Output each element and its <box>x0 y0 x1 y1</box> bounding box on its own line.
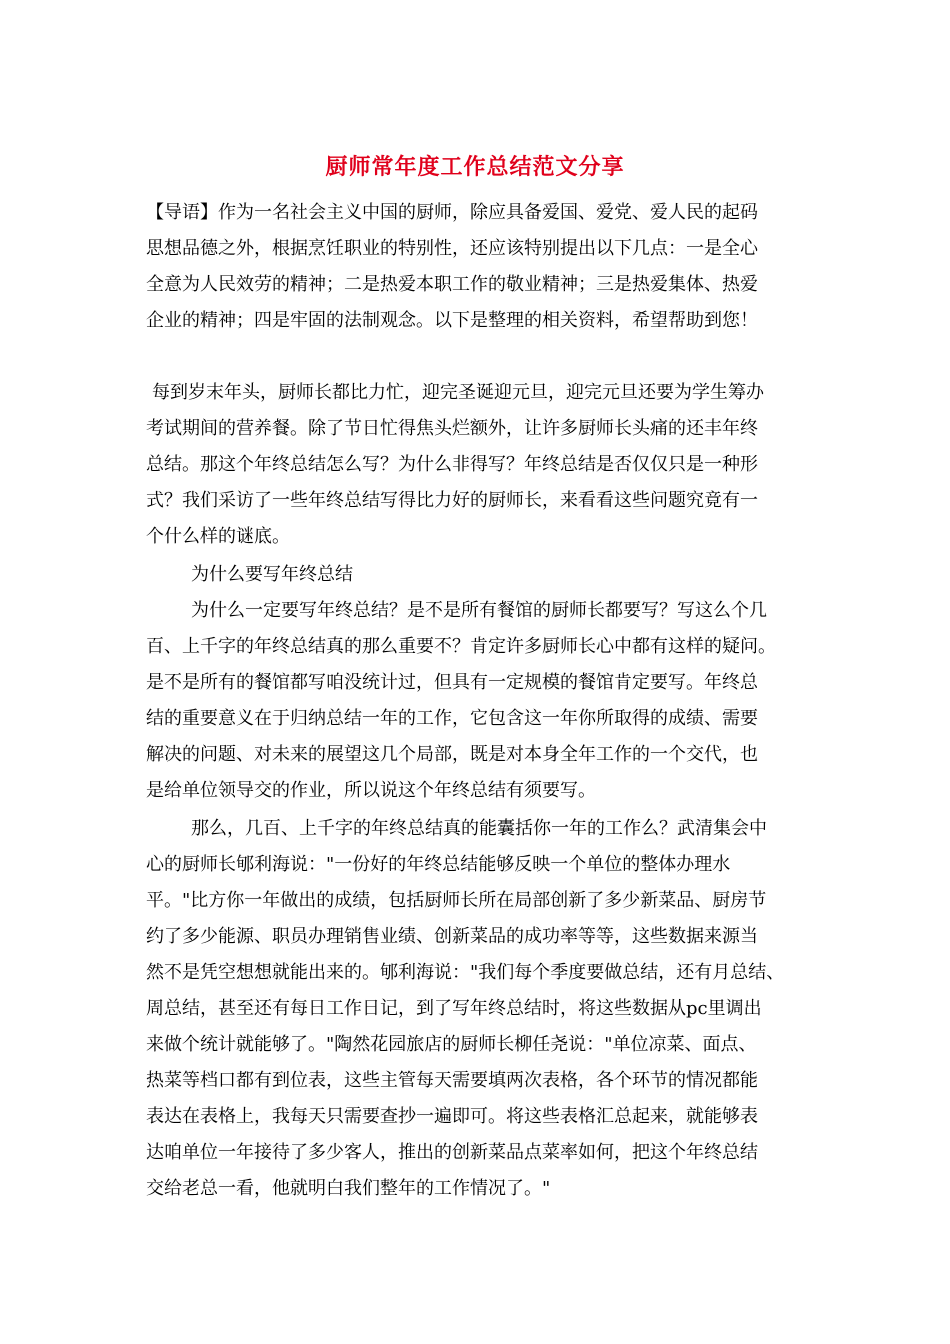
paragraph-3-line-10: 达咱单位一年接待了多少客人，推出的创新菜品点菜率如何，把这个年终总结 <box>146 1142 758 1163</box>
paragraph-3-line-3: 平。"比方你一年做出的成绩，包括厨师长所在局部创新了多少新菜品、厨房节 <box>146 890 767 911</box>
paragraph-1-line-1: 每到岁末年头，厨师长都比力忙，迎完圣诞迎元旦，迎完元旦还要为学生筹办 <box>152 382 764 403</box>
paragraph-3-line-7: 来做个统计就能够了。"陶然花园旅店的厨师长柳任尧说："单位凉菜、面点、 <box>146 1034 757 1055</box>
paragraph-1-line-2: 考试期间的营养餐。除了节日忙得焦头烂额外，让许多厨师长头痛的还丰年终 <box>146 418 758 439</box>
intro-line-2: 思想品德之外，根据烹饪职业的特别性，还应该特别提出以下几点：一是全心 <box>146 238 758 259</box>
paragraph-3-line-8: 热菜等档口都有到位表，这些主管每天需要填两次表格，各个环节的情况都能 <box>146 1070 758 1091</box>
paragraph-3-line-1: 那么，几百、上千字的年终总结真的能囊括你一年的工作么？武清集会中 <box>191 818 767 839</box>
paragraph-1-line-4: 式？我们采访了一些年终总结写得比力好的厨师长，来看看这些问题究竟有一 <box>146 490 758 511</box>
paragraph-3-line-5: 然不是凭空想想就能出来的。郇利海说："我们每个季度要做总结，还有月总结、 <box>146 962 785 983</box>
paragraph-2-line-3: 是不是所有的餐馆都写咱没统计过，但具有一定规模的餐馆肯定要写。年终总 <box>146 672 758 693</box>
intro-line-1: 【导语】作为一名社会主义中国的厨师，除应具备爱国、爱党、爱人民的起码 <box>146 202 758 223</box>
paragraph-3-line-2: 心的厨师长郇利海说："一份好的年终总结能够反映一个单位的整体办理水 <box>146 854 731 875</box>
paragraph-3-line-11: 交给老总一看，他就明白我们整年的工作情况了。" <box>146 1178 551 1199</box>
section-heading: 为什么要写年终总结 <box>191 564 353 585</box>
paragraph-2-line-4: 结的重要意义在于归纳总结一年的工作，它包含这一年你所取得的成绩、需要 <box>146 708 758 729</box>
paragraph-2-line-2: 百、上千字的年终总结真的那么重要不？肯定许多厨师长心中都有这样的疑问。 <box>146 636 776 657</box>
document-title: 厨师常年度工作总结范文分享 <box>325 154 625 180</box>
paragraph-1-line-5: 个什么样的谜底。 <box>146 526 290 547</box>
paragraph-3-line-4: 约了多少能源、职员办理销售业绩、创新菜品的成功率等等，这些数据来源当 <box>146 926 758 947</box>
intro-line-4: 企业的精神；四是牢固的法制观念。以下是整理的相关资料，希望帮助到您！ <box>146 310 758 331</box>
paragraph-3-line-6: 周总结，甚至还有每日工作日记，到了写年终总结时，将这些数据从pc里调出 <box>146 998 762 1019</box>
intro-line-3: 全意为人民效劳的精神；二是热爱本职工作的敬业精神；三是热爱集体、热爱 <box>146 274 758 295</box>
paragraph-2-line-6: 是给单位领导交的作业，所以说这个年终总结有须要写。 <box>146 780 596 801</box>
paragraph-3-line-9: 表达在表格上，我每天只需要查抄一遍即可。将这些表格汇总起来，就能够表 <box>146 1106 758 1127</box>
paragraph-2-line-1: 为什么一定要写年终总结？是不是所有餐馆的厨师长都要写？写这么个几 <box>191 600 767 621</box>
paragraph-1-line-3: 总结。那这个年终总结怎么写？为什么非得写？年终总结是否仅仅只是一种形 <box>146 454 758 475</box>
paragraph-2-line-5: 解决的问题、对未来的展望这几个局部，既是对本身全年工作的一个交代，也 <box>146 744 758 765</box>
